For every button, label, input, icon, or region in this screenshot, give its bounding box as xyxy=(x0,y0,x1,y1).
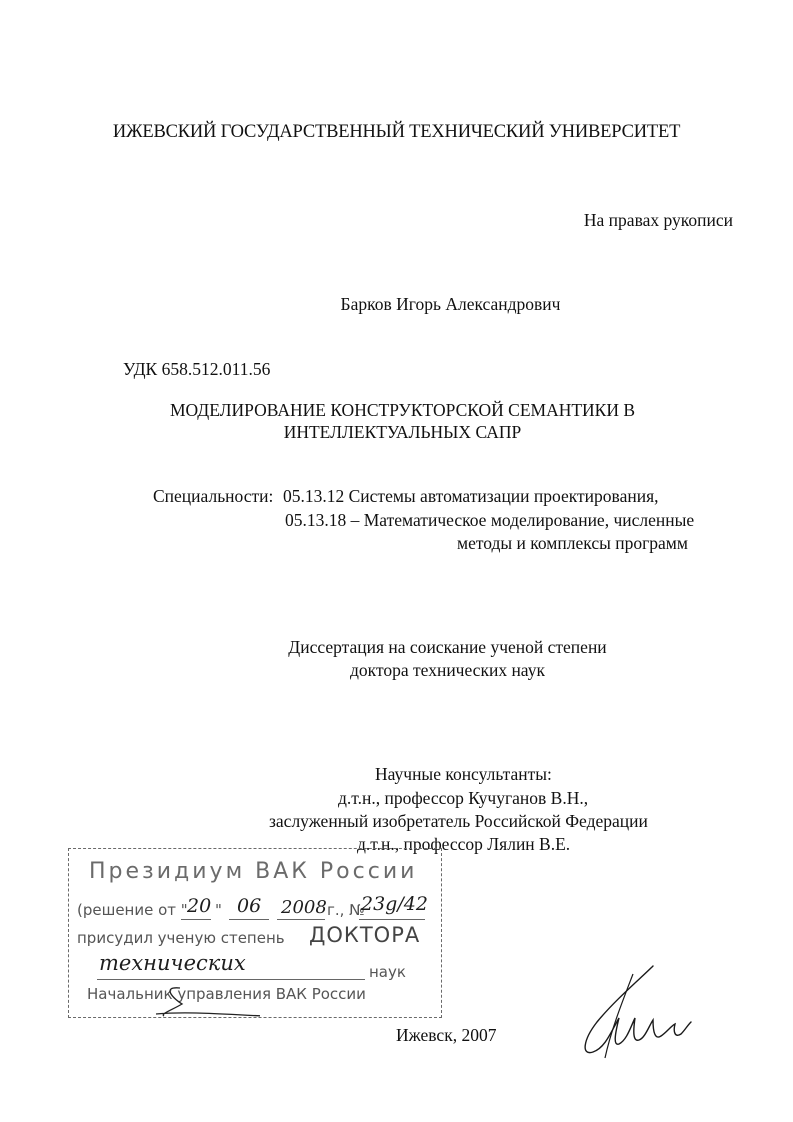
stamp-sciences-suffix: наук xyxy=(369,963,406,981)
stamp-month: 06 xyxy=(237,895,262,917)
stamp-decision-prefix: (решение от " xyxy=(77,901,188,919)
stamp-title: Президиум ВАК России xyxy=(89,859,418,884)
specialty-line-2: 05.13.18 – Математическое моделирование, численные xyxy=(285,510,695,530)
stamp-month-underline xyxy=(229,919,269,920)
stamp-signature xyxy=(60,980,260,1020)
author-name: Барков Игорь Александрович xyxy=(340,294,561,314)
university-name: ИЖЕВСКИЙ ГОСУДАРСТВЕННЫЙ ТЕХНИЧЕСКИЙ УНИВЕРСИТЕТ xyxy=(112,122,681,142)
stamp-year-suffix: г., № xyxy=(327,901,365,919)
stamp-number: 23g/42 xyxy=(361,893,428,915)
consultant-line-3: д.т.н., профессор Лялин В.Е. xyxy=(357,834,571,854)
manuscript-note: На правах рукописи xyxy=(583,210,733,230)
stamp-number-underline xyxy=(359,919,425,920)
stamp-year-underline xyxy=(277,919,325,920)
consultant-line-1: д.т.н., профессор Кучуганов В.Н., xyxy=(338,788,589,808)
thesis-title-line-2: ИНТЕЛЛЕКТУАЛЬНЫХ САПР xyxy=(283,422,522,442)
consultants-title: Научные консультанты: xyxy=(375,764,552,784)
dissertation-line-2: доктора технических наук xyxy=(350,660,545,680)
udk-code: УДК 658.512.011.56 xyxy=(123,359,271,379)
stamp-decision-line xyxy=(77,901,188,919)
stamp-day-underline xyxy=(181,919,211,920)
stamp-head: Начальник управления ВАК России xyxy=(87,985,366,1003)
stamp-quote: " xyxy=(215,901,222,919)
thesis-title-line-1: МОДЕЛИРОВАНИЕ КОНСТРУКТОРСКОЙ СЕМАНТИКИ В xyxy=(169,400,636,420)
stamp-day: 20 xyxy=(187,895,212,917)
dissertation-line-1: Диссертация на соискание ученой степени xyxy=(288,637,607,657)
specialties-label: Специальности: xyxy=(153,486,274,506)
consultant-line-2: заслуженный изобретатель Российской Федерации xyxy=(269,811,648,831)
city-year: Ижевск, 2007 xyxy=(396,1025,497,1045)
author-signature xyxy=(575,960,705,1070)
stamp-field: технических xyxy=(99,951,246,975)
stamp-year: 2008 xyxy=(281,897,327,918)
stamp-degree: ДОКТОРА xyxy=(309,923,421,947)
specialty-line-1: 05.13.12 Системы автоматизации проектирования, xyxy=(283,486,659,506)
stamp-awarded-prefix: присудил ученую степень xyxy=(77,929,285,947)
specialty-line-3: методы и комплексы программ xyxy=(457,533,688,553)
